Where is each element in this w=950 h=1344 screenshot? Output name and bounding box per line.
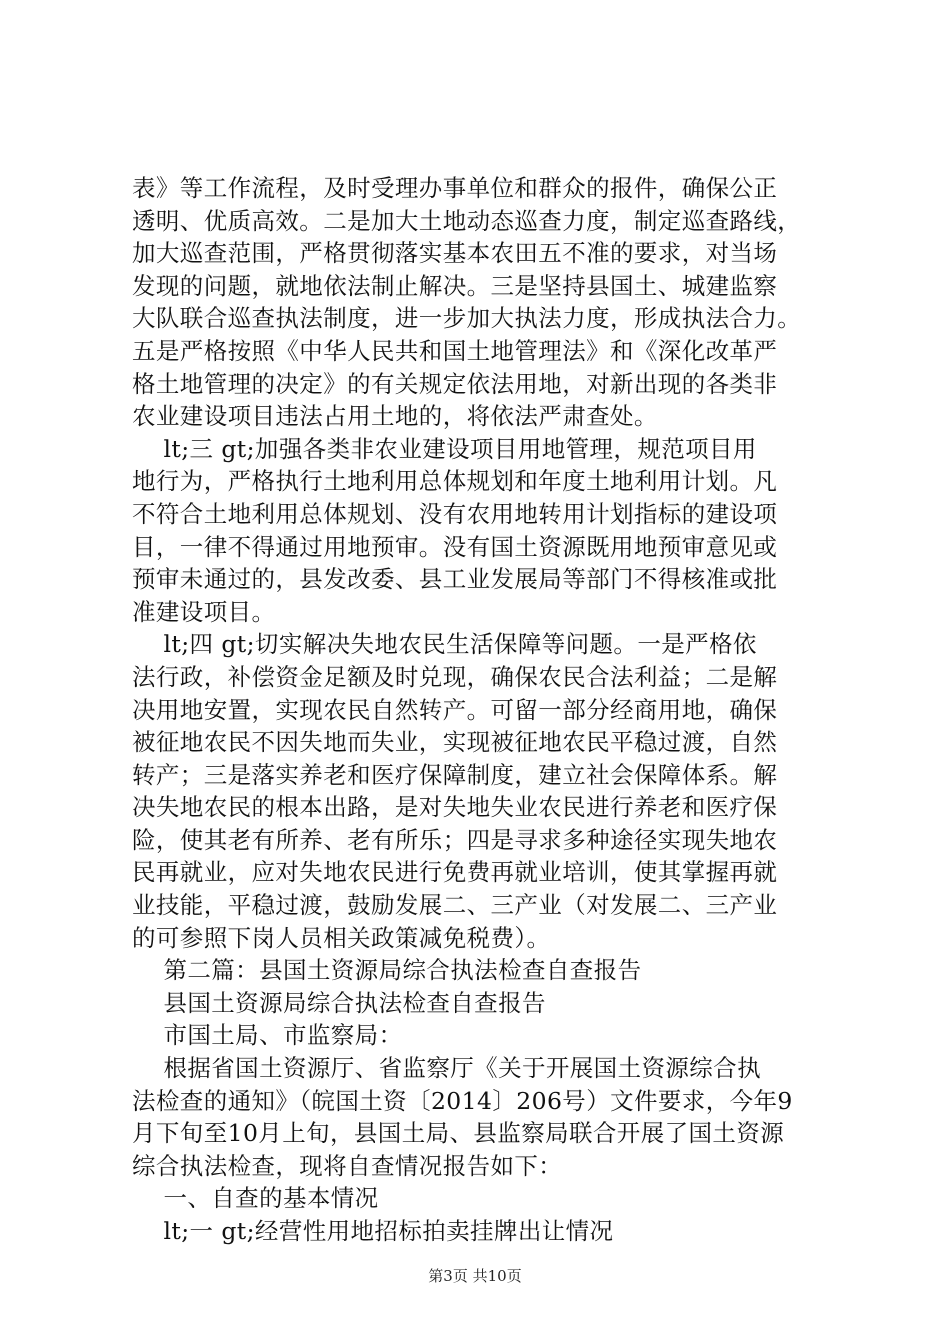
text-line: lt;三 gt;加强各类非农业建设项目用地管理，规范项目用	[132, 434, 757, 463]
text-line: 的可参照下岗人员相关政策减免税费）。	[132, 923, 551, 952]
text-line: 地行为，严格执行土地利用总体规划和年度土地利用计划。凡	[132, 467, 778, 496]
subsection-heading: 一、自查的基本情况	[132, 1184, 379, 1213]
text-line: 表》等工作流程，及时受理办事单位和群众的报件，确保公正	[132, 174, 778, 202]
text-line: 不符合土地利用总体规划、没有农用地转用计划指标的建设项	[132, 499, 778, 528]
text-line: 大队联合巡查执法制度，进一步加大执法力度，形成执法合力。	[132, 304, 802, 333]
text-line: 农业建设项目违法占用土地的，将依法严肃查处。	[132, 402, 658, 431]
text-line: 决用地安置，实现农民自然转产。可留一部分经商用地，确保	[132, 695, 778, 724]
text-line: 综合执法检查，现将自查情况报告如下：	[132, 1151, 563, 1180]
text-line: 根据省国土资源厅、省监察厅《关于开展国土资源综合执	[132, 1054, 761, 1083]
text-line: 预审未通过的，县发改委、县工业发展局等部门不得核准或批	[132, 565, 778, 594]
text-line: 格土地管理的决定》的有关规定依法用地，对新出现的各类非	[132, 369, 778, 398]
report-title: 县国土资源局综合执法检查自查报告	[132, 988, 546, 1017]
text-line: 法检查的通知》（皖国土资〔2014〕206号）文件要求，今年9	[132, 1086, 793, 1115]
text-line: 业技能，平稳过渡，鼓励发展二、三产业（对发展二、三产业	[132, 891, 778, 920]
text-line: 加大巡查范围，严格贯彻落实基本农田五不准的要求，对当场	[132, 239, 778, 268]
text-line: 发现的问题，就地依法制止解决。三是坚持县国土、城建监察	[132, 271, 778, 300]
page-number: 第3页 共10页	[428, 1267, 522, 1285]
text-line: 转产；三是落实养老和医疗保障制度，建立社会保障体系。解	[132, 760, 778, 789]
text-line: 法行政，补偿资金足额及时兑现，确保农民合法利益；二是解	[132, 662, 778, 691]
text-line: 目，一律不得通过用地预审。没有国土资源既用地预审意见或	[132, 532, 778, 561]
text-line: 五是严格按照《中华人民共和国土地管理法》和《深化改革严	[132, 336, 778, 365]
document-body	[132, 172, 862, 1248]
section-heading: 第二篇：县国土资源局综合执法检查自查报告	[132, 956, 642, 985]
text-line: 民再就业，应对失地农民进行免费再就业培训，使其掌握再就	[132, 858, 778, 887]
text-line: 月下旬至10月上旬，县国土局、县监察局联合开展了国土资源	[132, 1119, 785, 1148]
text-line: lt;四 gt;切实解决失地农民生活保障等问题。一是严格依	[132, 630, 757, 659]
text-line: lt;一 gt;经营性用地招标拍卖挂牌出让情况	[132, 1217, 614, 1245]
text-line: 险，使其老有所养、老有所乐；四是寻求多种途径实现失地农	[132, 825, 778, 854]
text-line: 透明、优质高效。二是加大土地动态巡查力度，制定巡查路线，	[132, 206, 802, 235]
text-line: 被征地农民不因失地而失业，实现被征地农民平稳过渡，自然	[132, 728, 778, 757]
addressee: 市国土局、市监察局：	[132, 1021, 403, 1050]
text-line: 准建设项目。	[132, 597, 276, 626]
text-line: 决失地农民的根本出路，是对失地失业农民进行养老和医疗保	[132, 793, 778, 822]
